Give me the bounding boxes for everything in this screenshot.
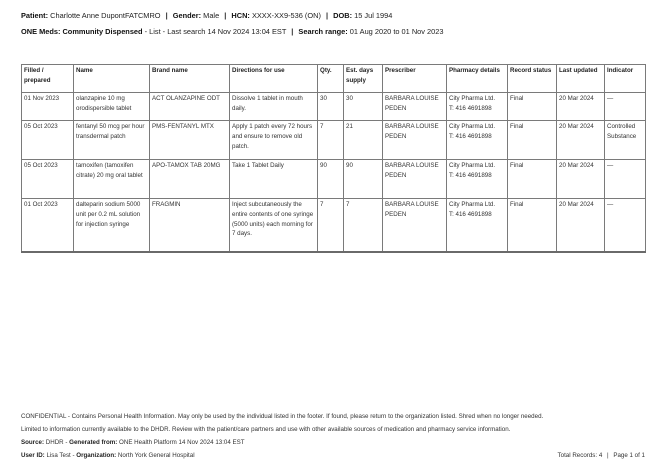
cell-brand: FRAGMIN <box>150 199 230 253</box>
pharmacy-phone: T: 416 4691898 <box>449 104 492 112</box>
search-range-value: 01 Aug 2020 to 01 Nov 2023 <box>349 27 444 36</box>
total-records: Total Records: 4 <box>557 452 603 459</box>
cell-last-updated: 20 Mar 2024 <box>557 199 605 253</box>
cell-pharmacy <box>447 93 508 121</box>
cell-name: fentanyl 50 mcg per hour transdermal patch <box>74 121 150 160</box>
cell-indicator: — <box>605 160 646 199</box>
column-header-last-updated: Last updated <box>557 65 605 93</box>
cell-brand: APO-TAMOX TAB 20MG <box>150 160 230 199</box>
separator: | <box>326 11 329 20</box>
cell-prescriber: BARBARA LOUISE PEDEN <box>383 93 447 121</box>
confidentiality-notice: CONFIDENTIAL - Contains Personal Health Information. May only be used by the individual listed in the footer. If found, please return to the organization listed. Shred when no longer needed. <box>21 413 544 420</box>
page-indicator: Page 1 of 1 <box>613 452 645 459</box>
gender-label: Gender: <box>172 11 202 20</box>
user-line <box>21 452 195 459</box>
generated-value: ONE Health Platform 14 Nov 2024 13:04 EST <box>119 439 245 446</box>
cell-filled: 05 Oct 2023 <box>22 121 74 160</box>
cell-brand: PMS-FENTANYL MTX <box>150 121 230 160</box>
patient-info-line <box>21 11 392 20</box>
cell-directions: Apply 1 patch every 72 hours and ensure to remove old patch. <box>230 121 318 160</box>
column-header-indicator: Indicator <box>605 65 646 93</box>
source-value: DHDR <box>45 439 64 446</box>
dob-value: 15 Jul 1994 <box>354 11 393 20</box>
cell-prescriber: BARBARA LOUISE PEDEN <box>383 199 447 253</box>
cell-filled: 01 Nov 2023 <box>22 93 74 121</box>
column-header-directions: Directions for use <box>230 65 318 93</box>
cell-days-supply: 30 <box>344 93 383 121</box>
pagination-info <box>558 452 645 459</box>
separator: | <box>165 11 168 20</box>
user-label: User ID: <box>21 452 45 459</box>
separator: | <box>607 452 609 459</box>
cell-status: Final <box>508 160 557 199</box>
cell-name: tamoxifen (tamoxifen citrate) 20 mg oral tablet <box>74 160 150 199</box>
pharmacy-name: City Pharma Ltd. <box>449 162 496 169</box>
cell-status: Final <box>508 93 557 121</box>
cell-name: dalteparin sodium 5000 unit per 0.2 mL solution for injection syringe <box>74 199 150 253</box>
column-header-name: Name <box>74 65 150 93</box>
cell-days-supply: 21 <box>344 121 383 160</box>
patient-label: Patient: <box>21 11 49 20</box>
cell-indicator: — <box>605 93 646 121</box>
hcn-value: XXXX-XX9-536 (ON) <box>251 11 321 20</box>
cell-last-updated: 20 Mar 2024 <box>557 121 605 160</box>
pharmacy-name: City Pharma Ltd. <box>449 95 496 102</box>
cell-prescriber: BARBARA LOUISE PEDEN <box>383 160 447 199</box>
separator: | <box>291 27 294 36</box>
cell-last-updated: 20 Mar 2024 <box>557 160 605 199</box>
pharmacy-name: City Pharma Ltd. <box>449 123 496 130</box>
cell-qty: 7 <box>318 199 344 253</box>
separator: | <box>224 11 227 20</box>
column-header-filled: Filled / prepared <box>22 65 74 93</box>
pharmacy-phone: T: 416 4691898 <box>449 210 492 218</box>
cell-filled: 05 Oct 2023 <box>22 160 74 199</box>
pharmacy-phone: T: 416 4691898 <box>449 171 492 179</box>
cell-qty: 30 <box>318 93 344 121</box>
report-title-line <box>21 27 443 36</box>
cell-days-supply: 7 <box>344 199 383 253</box>
org-label: Organization: <box>76 452 117 459</box>
source-label: Source: <box>21 439 45 446</box>
hcn-label: HCN: <box>231 11 250 20</box>
cell-pharmacy <box>447 160 508 199</box>
org-value: North York General Hospital <box>117 452 195 459</box>
cell-name: olanzapine 10 mg orodispersible tablet <box>74 93 150 121</box>
pharmacy-phone: T: 416 4691898 <box>449 132 492 140</box>
cell-brand: ACT OLANZAPINE ODT <box>150 93 230 121</box>
column-header-status: Record status <box>508 65 557 93</box>
source-line <box>21 439 245 446</box>
cell-days-supply: 90 <box>344 160 383 199</box>
table-row <box>22 199 646 253</box>
cell-qty: 90 <box>318 160 344 199</box>
table-row <box>22 160 646 199</box>
cell-directions: Take 1 Tablet Daily <box>230 160 318 199</box>
column-header-pharmacy: Pharmacy details <box>447 65 508 93</box>
generated-label: Generated from: <box>69 439 118 446</box>
cell-prescriber: BARBARA LOUISE PEDEN <box>383 121 447 160</box>
cell-indicator: — <box>605 199 646 253</box>
cell-directions: Dissolve 1 tablet in mouth daily. <box>230 93 318 121</box>
cell-filled: 01 Oct 2023 <box>22 199 74 253</box>
cell-indicator: Controlled Substance <box>605 121 646 160</box>
column-header-brand: Brand name <box>150 65 230 93</box>
column-header-days-supply: Est. days supply <box>344 65 383 93</box>
dash: - <box>63 439 70 446</box>
medications-table <box>21 64 646 253</box>
pharmacy-name: City Pharma Ltd. <box>449 201 496 208</box>
cell-qty: 7 <box>318 121 344 160</box>
user-value: Lisa Test <box>46 452 71 459</box>
gender-value: Male <box>203 11 220 20</box>
dob-label: DOB: <box>333 11 353 20</box>
cell-status: Final <box>508 121 557 160</box>
cell-directions: Inject subcutaneously the entire contents of one syringe (5000 units) each morning for 7 days. <box>230 199 318 253</box>
column-header-qty: Qty. <box>318 65 344 93</box>
patient-name: Charlotte Anne DupontFATCMRO <box>50 11 161 20</box>
report-meta: - List - Last search 14 Nov 2024 13:04 EST <box>142 27 287 36</box>
table-row <box>22 121 646 160</box>
cell-last-updated: 20 Mar 2024 <box>557 93 605 121</box>
cell-pharmacy <box>447 199 508 253</box>
table-row <box>22 93 646 121</box>
cell-pharmacy <box>447 121 508 160</box>
cell-status: Final <box>508 199 557 253</box>
column-header-prescriber: Prescriber <box>383 65 447 93</box>
data-limitation-notice: Limited to information currently available to the DHDR. Review with the patient/care partners and use with other available sources of medication and pharmacy service information. <box>21 426 511 433</box>
report-title: ONE Meds: Community Dispensed <box>21 27 143 36</box>
dash: - <box>70 452 77 459</box>
search-range-label: Search range: <box>298 27 348 36</box>
table-header-row <box>22 65 646 93</box>
